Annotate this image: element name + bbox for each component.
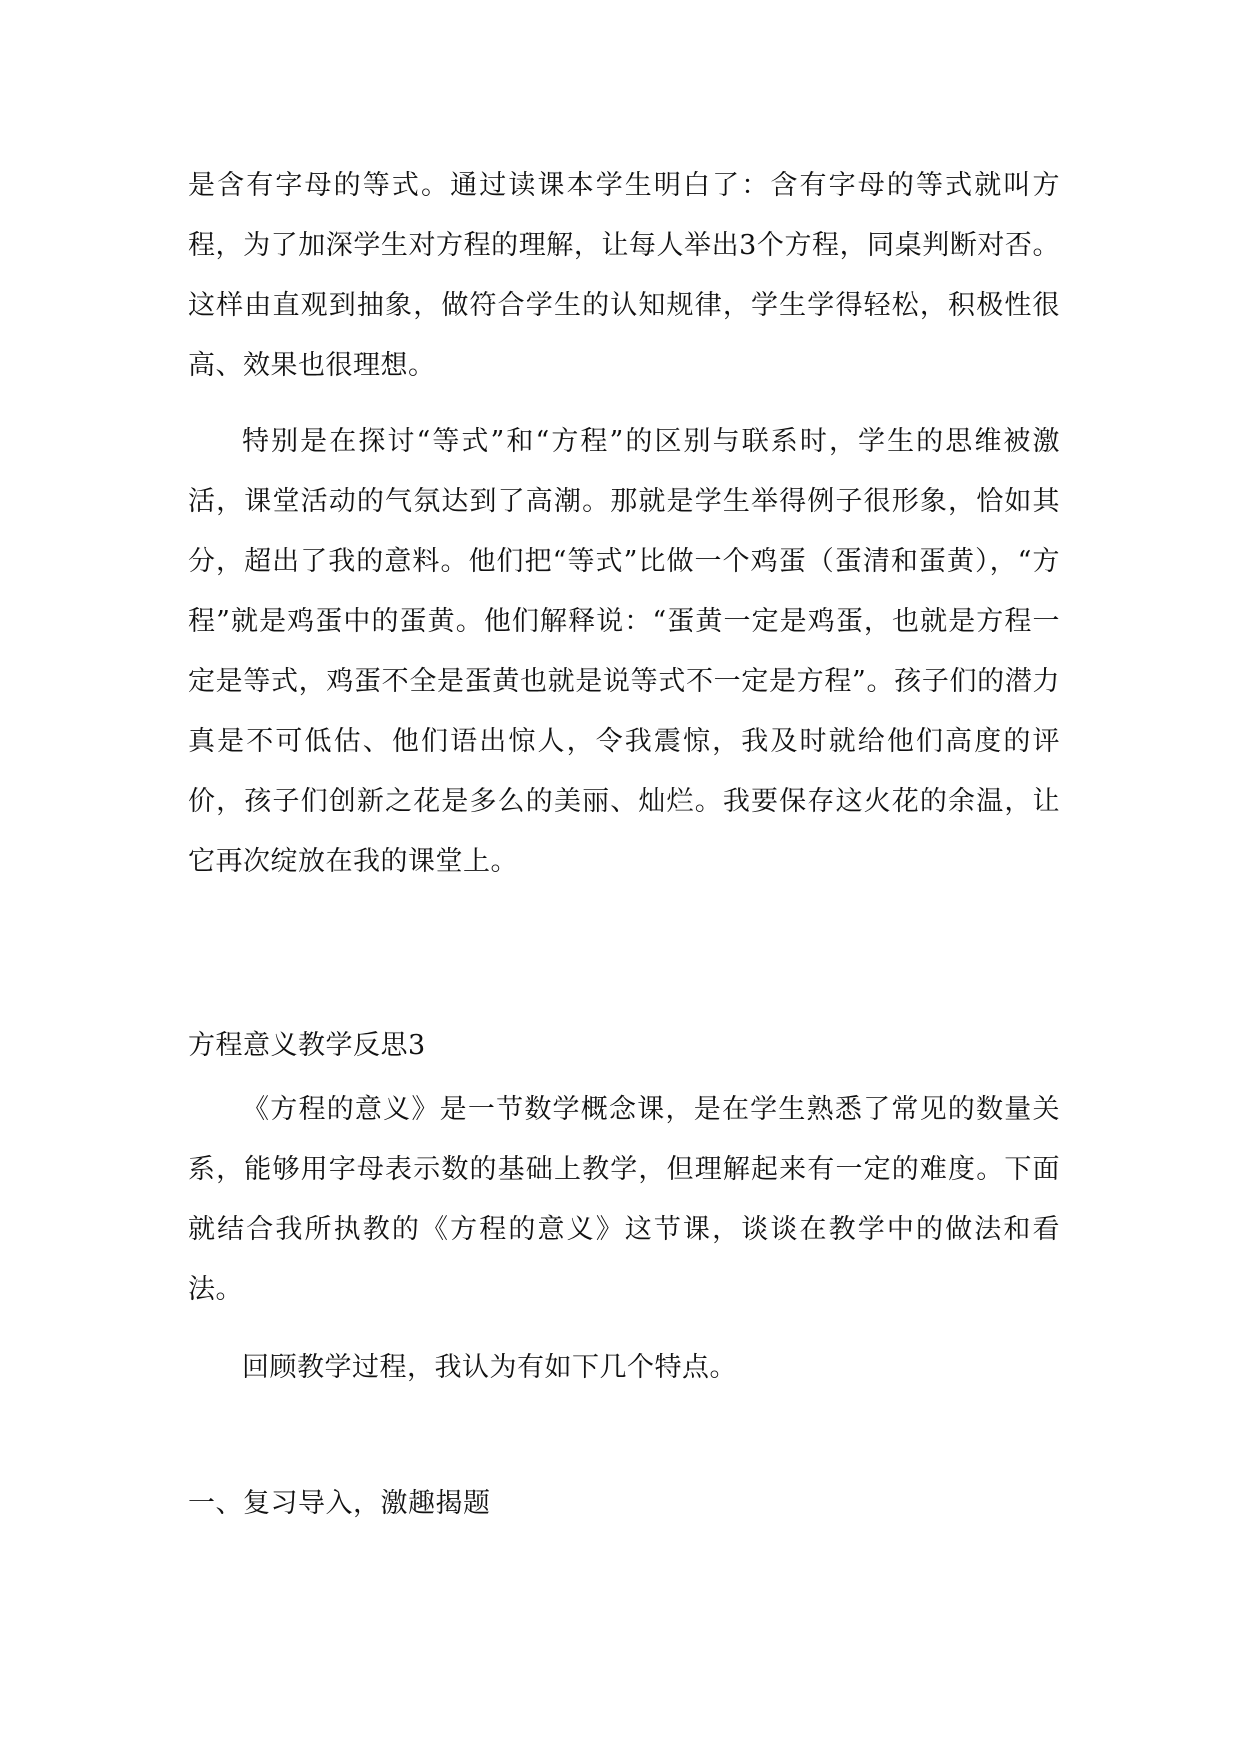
paragraph-4: 回顾教学过程，我认为有如下几个特点。 bbox=[242, 1352, 737, 1383]
subheading-1: 一、复习导入，激趣揭题 bbox=[188, 1488, 491, 1519]
paragraph-1: 是含有字母的等式。通过读课本学生明白了：含有字母的等式就叫方程，为了加深学生对方程的理解，让每人举出3个方程，同桌判断对否。这样由直观到抽象，做符合学生的认知规律，学生学得轻松，积极性很高、效果也很理想。 bbox=[188, 170, 1060, 381]
paragraph-2: 特别是在探讨“等式”和“方程”的区别与联系时，学生的思维被激活，课堂活动的气氛达到了高潮。那就是学生举得例子很形象，恰如其分，超出了我的意料。他们把“等式”比做一个鸡蛋（蛋清和蛋黄），“方程”就是鸡蛋中的蛋黄。他们解释说：“蛋黄一定是鸡蛋，也就是方程一定是等式，鸡蛋不全是蛋黄也就是说等式不一定是方程”。孩子们的潜力真是不可低估、他们语出惊人，令我震惊，我及时就给他们高度的评价，孩子们创新之花是多么的美丽、灿烂。我要保存这火花的余温，让它再次绽放在我的课堂上。 bbox=[188, 426, 1060, 877]
section-title: 方程意义教学反思3 bbox=[188, 1030, 426, 1061]
paragraph-3: 《方程的意义》是一节数学概念课，是在学生熟悉了常见的数量关系，能够用字母表示数的基础上教学，但理解起来有一定的难度。下面就结合我所执教的《方程的意义》这节课，谈谈在教学中的做法和看法。 bbox=[188, 1094, 1060, 1305]
